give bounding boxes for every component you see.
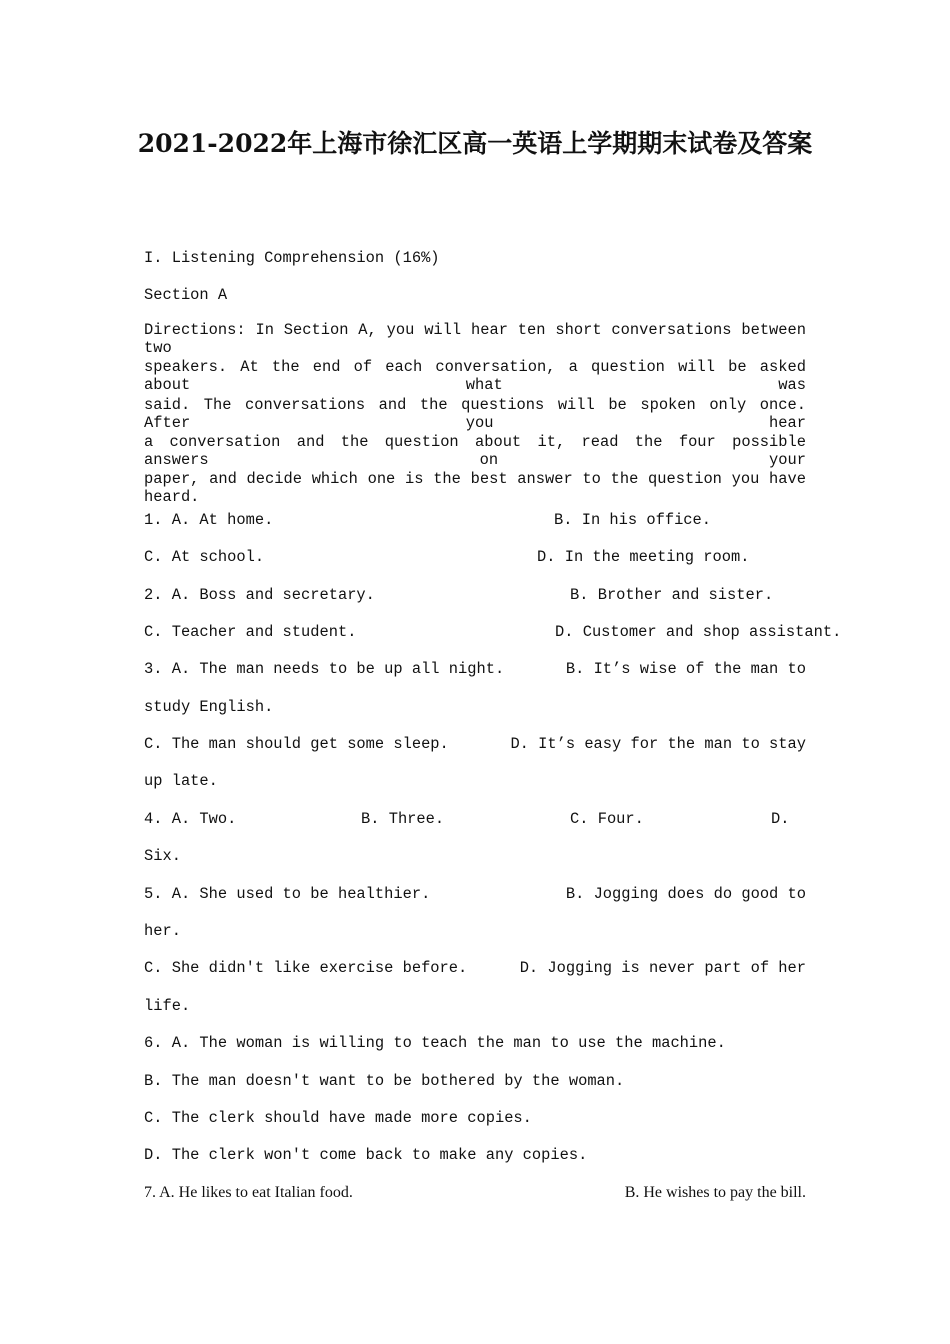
q4-option-a: 4. A. Two. — [144, 809, 237, 828]
question-5-row-cd — [144, 956, 806, 993]
question-2-row-cd — [144, 620, 842, 657]
q3-option-c: C. The man should get some sleep. — [144, 735, 449, 754]
q2-option-d: D. Customer and shop assistant. — [555, 622, 842, 641]
question-7-row — [144, 1181, 806, 1218]
question-4-row — [144, 807, 806, 844]
q6-option-c: C. The clerk should have made more copies. — [144, 1108, 532, 1127]
question-1-row-cd — [144, 545, 806, 582]
question-3-row-ab — [144, 657, 806, 694]
directions-line: paper, and decide which one is the best answer to the question you have heard. — [144, 470, 806, 507]
q5-option-c: C. She didn't like exercise before. — [144, 959, 468, 978]
question-3-row-cd — [144, 732, 806, 769]
q2-option-a: 2. A. Boss and secretary. — [144, 585, 375, 604]
q7-option-a: 7. A. He likes to eat Italian food. — [144, 1183, 353, 1201]
directions-line: speakers. At the end of each conversation, a question will be asked about what was — [144, 358, 806, 395]
q7-option-b: B. He wishes to pay the bill. — [624, 1183, 806, 1201]
document-title: 2021-2022年上海市徐汇区高一英语上学期期末试卷及答案 — [137, 129, 813, 158]
q3-option-b: B. It’s wise of the man to — [565, 660, 806, 679]
q4-option-c: C. Four. — [570, 809, 644, 828]
question-1-row-ab — [144, 508, 806, 545]
directions-line: a conversation and the question about it, read the four possible answers on your — [144, 432, 806, 469]
q2-option-b: B. Brother and sister. — [570, 585, 774, 604]
q3-option-a: 3. A. The man needs to be up all night. — [144, 660, 505, 679]
q4-option-d-continued: Six. — [144, 847, 181, 866]
q6-option-d: D. The clerk won't come back to make any copies. — [144, 1146, 588, 1165]
directions-line: Directions: In Section A, you will hear ten short conversations between two — [144, 320, 806, 357]
q6-option-a: 6. A. The woman is willing to teach the man to use the machine. — [144, 1034, 726, 1053]
q5-option-a: 5. A. She used to be healthier. — [144, 884, 431, 903]
q6-option-b: B. The man doesn't want to be bothered by the woman. — [144, 1071, 625, 1090]
question-2-row-ab — [144, 583, 806, 620]
q3-option-b-continued: study English. — [144, 697, 274, 716]
q4-option-d: D. — [771, 809, 790, 828]
q1-option-c: C. At school. — [144, 548, 265, 567]
q5-option-b: B. Jogging does do good to — [565, 884, 806, 903]
q3-option-d-continued: up late. — [144, 772, 218, 791]
q1-option-b: B. In his office. — [554, 510, 712, 529]
q5-option-d: D. Jogging is never part of her — [519, 959, 806, 978]
q4-option-b: B. Three. — [361, 809, 445, 828]
q5-option-b-continued: her. — [144, 922, 181, 941]
q1-option-a: 1. A. At home. — [144, 510, 274, 529]
document-body — [144, 246, 842, 1218]
directions-line: said. The conversations and the questions will be spoken only once. After you hear — [144, 395, 806, 432]
q1-option-d: D. In the meeting room. — [537, 548, 750, 567]
section-label: Section A — [144, 286, 228, 305]
q5-option-d-continued: life. — [144, 996, 191, 1015]
section-heading: I. Listening Comprehension (16%) — [144, 249, 440, 267]
question-5-row-ab — [144, 882, 806, 919]
q3-option-d: D. It’s easy for the man to stay — [510, 735, 806, 754]
q2-option-c: C. Teacher and student. — [144, 622, 357, 641]
